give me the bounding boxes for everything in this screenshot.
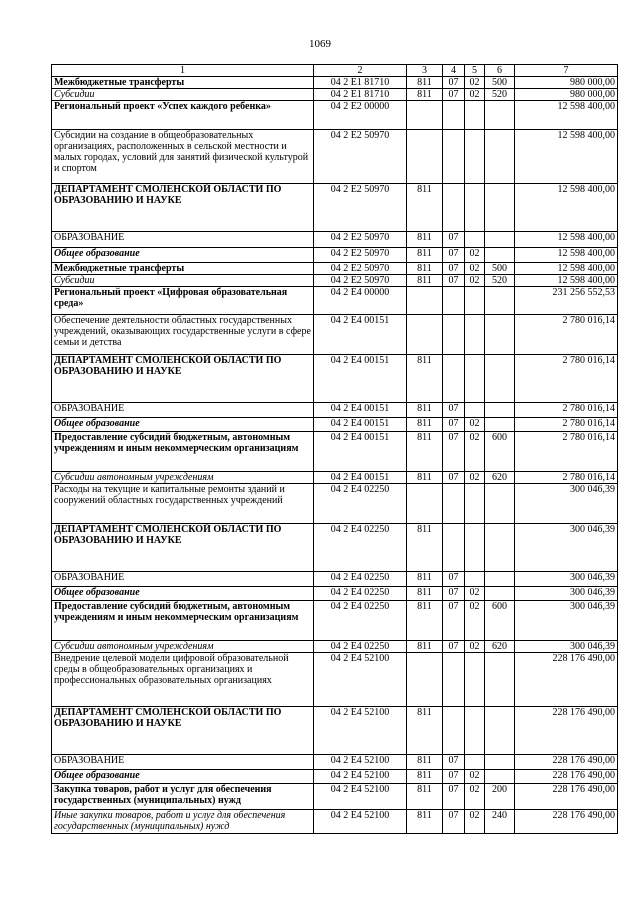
row-vr bbox=[485, 403, 515, 418]
table-row bbox=[52, 101, 618, 130]
row-gr: 811 bbox=[407, 403, 443, 418]
row-sum: 231 256 552,53 bbox=[515, 287, 618, 315]
row-pr bbox=[465, 184, 485, 232]
row-vr bbox=[485, 770, 515, 784]
row-pr bbox=[465, 101, 485, 130]
budget-table bbox=[51, 64, 618, 834]
row-vr bbox=[485, 315, 515, 355]
row-sum: 300 046,39 bbox=[515, 572, 618, 587]
row-name: Предоставление субсидий бюджетным, автономным учреждениям и иным некоммерческим организациям bbox=[52, 432, 314, 472]
row-sum: 228 176 490,00 bbox=[515, 755, 618, 770]
row-gr: 811 bbox=[407, 248, 443, 263]
table-row bbox=[52, 432, 618, 472]
header-col-7: 7 bbox=[515, 65, 618, 77]
row-pr bbox=[465, 707, 485, 755]
row-rz: 07 bbox=[443, 89, 465, 101]
row-gr bbox=[407, 653, 443, 707]
row-code: 04 2 E2 00000 bbox=[314, 101, 407, 130]
table-row bbox=[52, 770, 618, 784]
row-code: 04 2 E4 00151 bbox=[314, 403, 407, 418]
row-code: 04 2 E4 00151 bbox=[314, 355, 407, 403]
row-code: 04 2 E4 00000 bbox=[314, 287, 407, 315]
row-name: Обеспечение деятельности областных государственных учреждений, оказывающих государственные услуги в сфере семьи и детства bbox=[52, 315, 314, 355]
row-gr: 811 bbox=[407, 770, 443, 784]
row-vr bbox=[485, 524, 515, 572]
row-name: Субсидии bbox=[52, 275, 314, 287]
row-vr bbox=[485, 101, 515, 130]
table-row bbox=[52, 275, 618, 287]
row-name: ОБРАЗОВАНИЕ bbox=[52, 403, 314, 418]
row-pr bbox=[465, 653, 485, 707]
row-pr: 02 bbox=[465, 641, 485, 653]
row-pr: 02 bbox=[465, 601, 485, 641]
table-row bbox=[52, 232, 618, 248]
row-sum: 12 598 400,00 bbox=[515, 184, 618, 232]
row-rz: 07 bbox=[443, 432, 465, 472]
row-name: Субсидии автономным учреждениям bbox=[52, 641, 314, 653]
row-code: 04 2 E2 50970 bbox=[314, 232, 407, 248]
row-sum: 2 780 016,14 bbox=[515, 355, 618, 403]
row-vr: 240 bbox=[485, 810, 515, 834]
row-code: 04 2 E2 50970 bbox=[314, 275, 407, 287]
row-code: 04 2 E4 52100 bbox=[314, 810, 407, 834]
row-code: 04 2 E4 02250 bbox=[314, 601, 407, 641]
row-vr: 520 bbox=[485, 275, 515, 287]
row-sum: 228 176 490,00 bbox=[515, 810, 618, 834]
row-rz bbox=[443, 653, 465, 707]
row-pr bbox=[465, 755, 485, 770]
row-gr: 811 bbox=[407, 432, 443, 472]
row-gr: 811 bbox=[407, 601, 443, 641]
row-vr bbox=[485, 418, 515, 432]
row-rz: 07 bbox=[443, 263, 465, 275]
row-name: ОБРАЗОВАНИЕ bbox=[52, 755, 314, 770]
row-name: Предоставление субсидий бюджетным, автономным учреждениям и иным некоммерческим организациям bbox=[52, 601, 314, 641]
row-rz bbox=[443, 101, 465, 130]
row-vr: 600 bbox=[485, 432, 515, 472]
header-col-3: 3 bbox=[407, 65, 443, 77]
row-pr: 02 bbox=[465, 432, 485, 472]
row-rz: 07 bbox=[443, 641, 465, 653]
row-sum: 228 176 490,00 bbox=[515, 653, 618, 707]
row-gr: 811 bbox=[407, 263, 443, 275]
table-row bbox=[52, 572, 618, 587]
row-gr: 811 bbox=[407, 707, 443, 755]
row-sum: 300 046,39 bbox=[515, 641, 618, 653]
table-row bbox=[52, 810, 618, 834]
row-pr: 02 bbox=[465, 248, 485, 263]
row-gr: 811 bbox=[407, 524, 443, 572]
row-gr: 811 bbox=[407, 77, 443, 89]
row-gr bbox=[407, 484, 443, 524]
row-rz bbox=[443, 287, 465, 315]
row-code: 04 2 E4 52100 bbox=[314, 707, 407, 755]
row-pr: 02 bbox=[465, 770, 485, 784]
row-rz: 07 bbox=[443, 248, 465, 263]
table-row bbox=[52, 355, 618, 403]
row-code: 04 2 E4 02250 bbox=[314, 484, 407, 524]
row-rz: 07 bbox=[443, 77, 465, 89]
header-row bbox=[52, 65, 618, 77]
row-gr: 811 bbox=[407, 755, 443, 770]
row-sum: 980 000,00 bbox=[515, 77, 618, 89]
row-pr bbox=[465, 287, 485, 315]
row-name: Общее образование bbox=[52, 770, 314, 784]
row-vr bbox=[485, 248, 515, 263]
row-rz bbox=[443, 524, 465, 572]
row-name: Общее образование bbox=[52, 248, 314, 263]
row-vr bbox=[485, 130, 515, 184]
row-gr: 811 bbox=[407, 418, 443, 432]
table-row bbox=[52, 472, 618, 484]
table-row bbox=[52, 707, 618, 755]
row-code: 04 2 E2 50970 bbox=[314, 184, 407, 232]
table-row bbox=[52, 587, 618, 601]
row-sum: 2 780 016,14 bbox=[515, 403, 618, 418]
row-rz: 07 bbox=[443, 472, 465, 484]
row-rz bbox=[443, 315, 465, 355]
table-row bbox=[52, 641, 618, 653]
row-code: 04 2 E4 02250 bbox=[314, 524, 407, 572]
row-gr: 811 bbox=[407, 275, 443, 287]
row-code: 04 2 E4 02250 bbox=[314, 572, 407, 587]
row-name: Субсидии bbox=[52, 89, 314, 101]
row-vr bbox=[485, 755, 515, 770]
row-rz: 07 bbox=[443, 755, 465, 770]
row-pr: 02 bbox=[465, 810, 485, 834]
row-code: 04 2 E4 52100 bbox=[314, 770, 407, 784]
row-code: 04 2 E4 52100 bbox=[314, 784, 407, 810]
row-sum: 228 176 490,00 bbox=[515, 770, 618, 784]
table-row bbox=[52, 184, 618, 232]
row-name: ДЕПАРТАМЕНТ СМОЛЕНСКОЙ ОБЛАСТИ ПО ОБРАЗОВАНИЮ И НАУКЕ bbox=[52, 355, 314, 403]
row-code: 04 2 E4 00151 bbox=[314, 432, 407, 472]
row-name: Внедрение целевой модели цифровой образовательной среды в общеобразовательных организациях и профессиональных образовательных организациях bbox=[52, 653, 314, 707]
row-pr: 02 bbox=[465, 263, 485, 275]
row-name: Расходы на текущие и капитальные ремонты зданий и сооружений областных государственных учреждений bbox=[52, 484, 314, 524]
row-vr bbox=[485, 707, 515, 755]
header-col-5: 5 bbox=[465, 65, 485, 77]
row-gr: 811 bbox=[407, 89, 443, 101]
row-code: 04 2 E4 00151 bbox=[314, 418, 407, 432]
header-col-1: 1 bbox=[52, 65, 314, 77]
row-sum: 12 598 400,00 bbox=[515, 275, 618, 287]
row-pr: 02 bbox=[465, 418, 485, 432]
table-row bbox=[52, 403, 618, 418]
row-gr bbox=[407, 101, 443, 130]
row-pr bbox=[465, 315, 485, 355]
row-vr: 600 bbox=[485, 601, 515, 641]
row-vr bbox=[485, 587, 515, 601]
row-name: Региональный проект «Успех каждого ребенка» bbox=[52, 101, 314, 130]
row-sum: 2 780 016,14 bbox=[515, 418, 618, 432]
row-vr bbox=[485, 287, 515, 315]
row-name: ДЕПАРТАМЕНТ СМОЛЕНСКОЙ ОБЛАСТИ ПО ОБРАЗОВАНИЮ И НАУКЕ bbox=[52, 707, 314, 755]
row-name: Межбюджетные трансферты bbox=[52, 263, 314, 275]
row-sum: 12 598 400,00 bbox=[515, 232, 618, 248]
row-sum: 2 780 016,14 bbox=[515, 315, 618, 355]
row-code: 04 2 E4 00151 bbox=[314, 315, 407, 355]
row-name: Региональный проект «Цифровая образовательная среда» bbox=[52, 287, 314, 315]
page-number: 1069 bbox=[309, 38, 331, 50]
row-vr bbox=[485, 572, 515, 587]
row-rz bbox=[443, 130, 465, 184]
row-gr: 811 bbox=[407, 184, 443, 232]
row-pr bbox=[465, 524, 485, 572]
row-sum: 300 046,39 bbox=[515, 587, 618, 601]
row-code: 04 2 E1 81710 bbox=[314, 89, 407, 101]
row-name: Общее образование bbox=[52, 587, 314, 601]
row-vr bbox=[485, 355, 515, 403]
row-code: 04 2 E4 52100 bbox=[314, 653, 407, 707]
header-col-4: 4 bbox=[443, 65, 465, 77]
table-row bbox=[52, 524, 618, 572]
row-pr bbox=[465, 572, 485, 587]
row-gr: 811 bbox=[407, 784, 443, 810]
table-row bbox=[52, 601, 618, 641]
row-rz: 07 bbox=[443, 572, 465, 587]
header-col-2: 2 bbox=[314, 65, 407, 77]
row-rz bbox=[443, 184, 465, 232]
row-vr bbox=[485, 184, 515, 232]
row-vr bbox=[485, 653, 515, 707]
row-name: Субсидии на создание в общеобразовательных организациях, расположенных в сельской местности и малых городах, условий для занятий физической культурой и спортом bbox=[52, 130, 314, 184]
row-gr: 811 bbox=[407, 355, 443, 403]
row-code: 04 2 E2 50970 bbox=[314, 263, 407, 275]
row-pr: 02 bbox=[465, 472, 485, 484]
row-sum: 300 046,39 bbox=[515, 524, 618, 572]
row-rz: 07 bbox=[443, 587, 465, 601]
row-code: 04 2 E2 50970 bbox=[314, 130, 407, 184]
row-vr bbox=[485, 484, 515, 524]
row-vr: 200 bbox=[485, 784, 515, 810]
row-name: Межбюджетные трансферты bbox=[52, 77, 314, 89]
row-code: 04 2 E4 02250 bbox=[314, 587, 407, 601]
row-sum: 980 000,00 bbox=[515, 89, 618, 101]
row-gr: 811 bbox=[407, 810, 443, 834]
table-row bbox=[52, 315, 618, 355]
row-sum: 2 780 016,14 bbox=[515, 432, 618, 472]
row-code: 04 2 E4 00151 bbox=[314, 472, 407, 484]
row-name: Общее образование bbox=[52, 418, 314, 432]
table-row bbox=[52, 89, 618, 101]
table-row bbox=[52, 130, 618, 184]
row-code: 04 2 E4 02250 bbox=[314, 641, 407, 653]
row-pr: 02 bbox=[465, 587, 485, 601]
row-pr bbox=[465, 355, 485, 403]
table-row bbox=[52, 418, 618, 432]
table-row bbox=[52, 263, 618, 275]
row-code: 04 2 E4 52100 bbox=[314, 755, 407, 770]
row-name: Закупка товаров, работ и услуг для обеспечения государственных (муниципальных) нужд bbox=[52, 784, 314, 810]
header-col-6: 6 bbox=[485, 65, 515, 77]
table-row bbox=[52, 653, 618, 707]
row-sum: 300 046,39 bbox=[515, 601, 618, 641]
row-rz: 07 bbox=[443, 770, 465, 784]
row-sum: 12 598 400,00 bbox=[515, 248, 618, 263]
row-code: 04 2 E1 81710 bbox=[314, 77, 407, 89]
table-row bbox=[52, 484, 618, 524]
row-name: ОБРАЗОВАНИЕ bbox=[52, 572, 314, 587]
row-sum: 2 780 016,14 bbox=[515, 472, 618, 484]
row-vr: 500 bbox=[485, 263, 515, 275]
row-sum: 12 598 400,00 bbox=[515, 130, 618, 184]
row-pr bbox=[465, 403, 485, 418]
row-rz: 07 bbox=[443, 601, 465, 641]
row-rz bbox=[443, 484, 465, 524]
row-rz: 07 bbox=[443, 810, 465, 834]
row-gr: 811 bbox=[407, 587, 443, 601]
row-gr: 811 bbox=[407, 472, 443, 484]
table-row bbox=[52, 755, 618, 770]
row-sum: 300 046,39 bbox=[515, 484, 618, 524]
row-gr bbox=[407, 130, 443, 184]
row-gr bbox=[407, 287, 443, 315]
row-name: Иные закупки товаров, работ и услуг для обеспечения государственных (муниципальных) нужд bbox=[52, 810, 314, 834]
table-row bbox=[52, 248, 618, 263]
row-vr bbox=[485, 232, 515, 248]
table-row bbox=[52, 784, 618, 810]
row-sum: 228 176 490,00 bbox=[515, 707, 618, 755]
row-vr: 620 bbox=[485, 472, 515, 484]
row-gr bbox=[407, 315, 443, 355]
row-gr: 811 bbox=[407, 232, 443, 248]
table-row bbox=[52, 287, 618, 315]
table-row bbox=[52, 77, 618, 89]
row-sum: 12 598 400,00 bbox=[515, 263, 618, 275]
row-rz bbox=[443, 355, 465, 403]
row-pr: 02 bbox=[465, 275, 485, 287]
row-rz bbox=[443, 707, 465, 755]
row-rz: 07 bbox=[443, 784, 465, 810]
row-gr: 811 bbox=[407, 641, 443, 653]
row-rz: 07 bbox=[443, 403, 465, 418]
row-pr bbox=[465, 130, 485, 184]
row-pr: 02 bbox=[465, 77, 485, 89]
row-vr: 620 bbox=[485, 641, 515, 653]
row-gr: 811 bbox=[407, 572, 443, 587]
row-rz: 07 bbox=[443, 232, 465, 248]
row-pr bbox=[465, 484, 485, 524]
row-name: ДЕПАРТАМЕНТ СМОЛЕНСКОЙ ОБЛАСТИ ПО ОБРАЗОВАНИЮ И НАУКЕ bbox=[52, 524, 314, 572]
row-pr: 02 bbox=[465, 89, 485, 101]
row-pr bbox=[465, 232, 485, 248]
row-name: ОБРАЗОВАНИЕ bbox=[52, 232, 314, 248]
row-vr: 500 bbox=[485, 77, 515, 89]
row-sum: 12 598 400,00 bbox=[515, 101, 618, 130]
row-rz: 07 bbox=[443, 275, 465, 287]
row-name: ДЕПАРТАМЕНТ СМОЛЕНСКОЙ ОБЛАСТИ ПО ОБРАЗОВАНИЮ И НАУКЕ bbox=[52, 184, 314, 232]
row-code: 04 2 E2 50970 bbox=[314, 248, 407, 263]
row-name: Субсидии автономным учреждениям bbox=[52, 472, 314, 484]
row-pr: 02 bbox=[465, 784, 485, 810]
row-vr: 520 bbox=[485, 89, 515, 101]
row-rz: 07 bbox=[443, 418, 465, 432]
row-sum: 228 176 490,00 bbox=[515, 784, 618, 810]
